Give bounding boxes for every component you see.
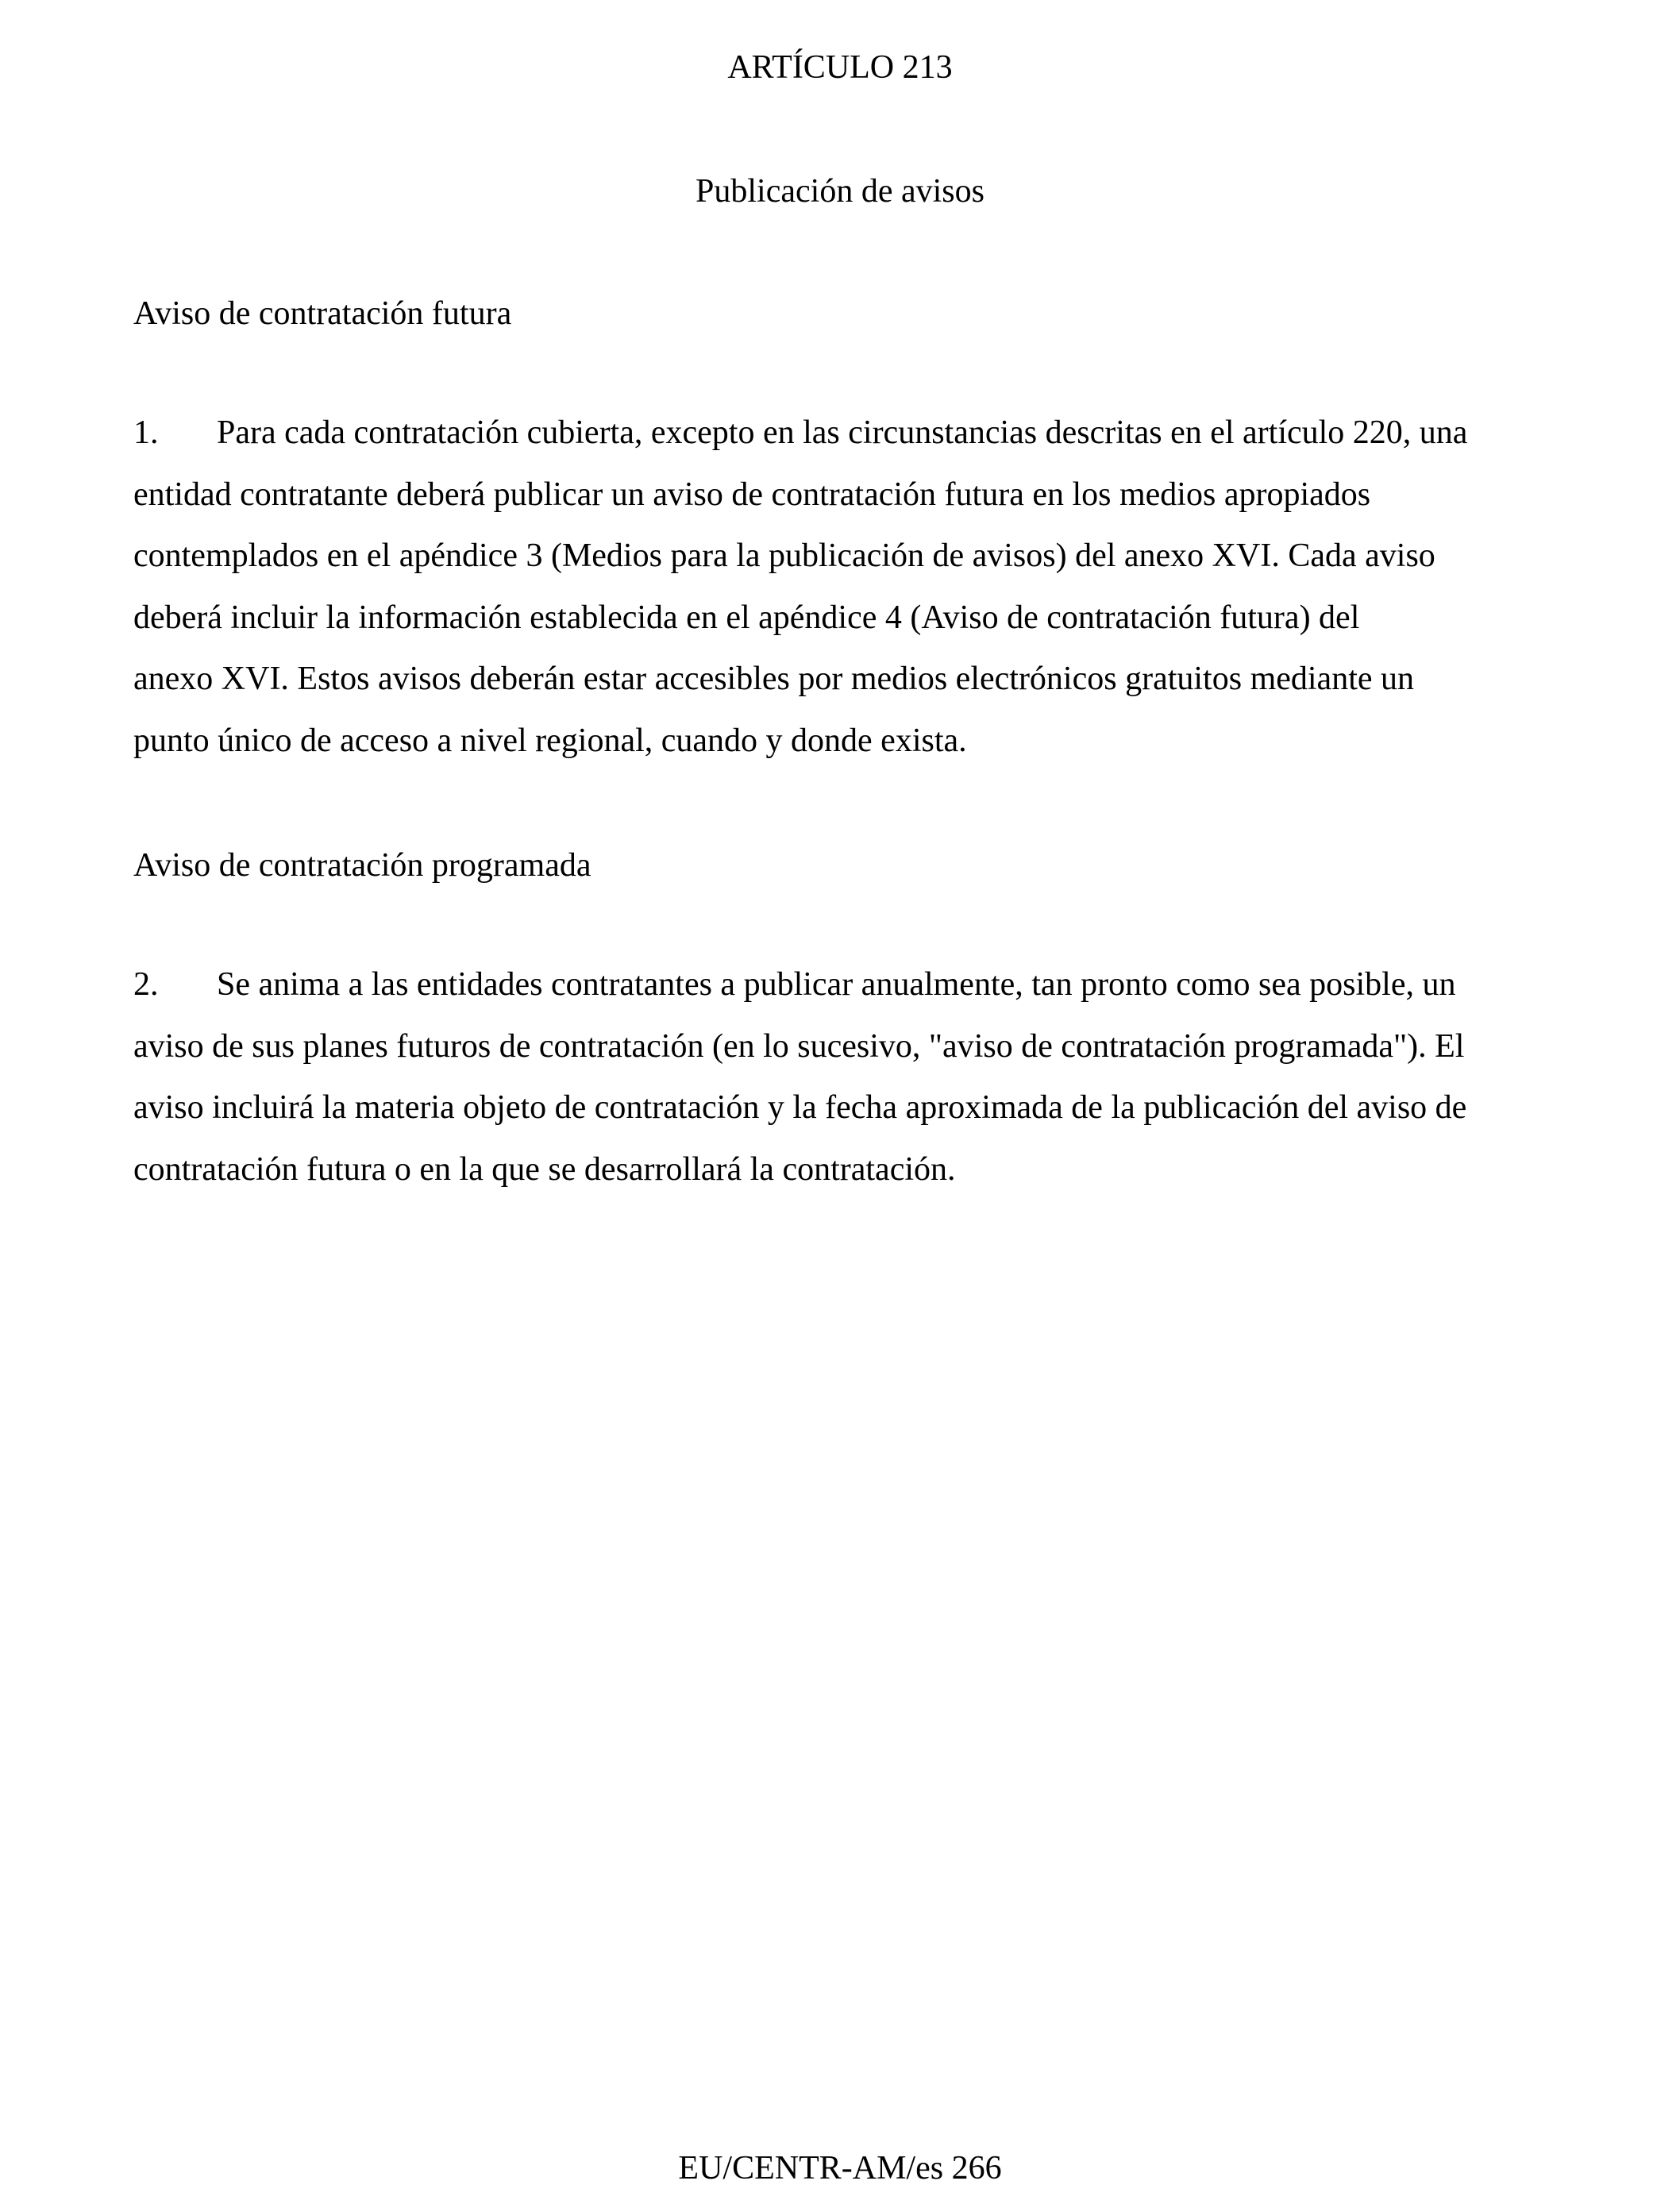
paragraph-line: contemplados en el apéndice 3 (Medios para la publicación de avisos) del anexo XVI. Cada aviso xyxy=(133,538,1435,574)
paragraph-line: deberá incluir la información establecida en el apéndice 4 (Aviso de contratación futura) del xyxy=(133,599,1360,636)
paragraph-line xyxy=(133,403,1562,464)
paragraph-line: aviso incluirá la materia objeto de contratación y la fecha aproximada de la publicación del aviso de xyxy=(133,1089,1467,1126)
paragraph-line xyxy=(133,954,1562,1016)
page-footer-reference: EU/CENTR-AM/es 266 xyxy=(678,2150,1002,2187)
paragraph-line: anexo XVI. Estos avisos deberán estar accesibles por medios electrónicos gratuitos mediante un xyxy=(133,661,1415,697)
section-heading-future-procurement: Aviso de contratación futura xyxy=(133,295,512,332)
article-number: ARTÍCULO 213 xyxy=(727,49,953,86)
paragraph-line-text: Se anima a las entidades contratantes a publicar anualmente, tan pronto como sea posible, un xyxy=(217,966,1456,1003)
section-heading-planned-procurement: Aviso de contratación programada xyxy=(133,847,591,884)
paragraph-line: punto único de acceso a nivel regional, cuando y donde exista. xyxy=(133,722,967,759)
paragraph-line: aviso de sus planes futuros de contratación (en lo sucesivo, "aviso de contratación programada"). El xyxy=(133,1027,1465,1065)
paragraph-number: 1. xyxy=(133,414,159,451)
paragraph-line: entidad contratante deberá publicar un aviso de contratación futura en los medios apropiados xyxy=(133,476,1371,513)
paragraph-1 xyxy=(133,403,1562,772)
paragraph-line: contratación futura o en la que se desarrollará la contratación. xyxy=(133,1150,956,1188)
paragraph-number: 2. xyxy=(133,966,159,1003)
article-title: Publicación de avisos xyxy=(696,173,984,210)
paragraph-2 xyxy=(133,954,1562,1200)
paragraph-line-text: Para cada contratación cubierta, excepto en las circunstancias descritas en el artículo 220, una xyxy=(217,414,1468,451)
